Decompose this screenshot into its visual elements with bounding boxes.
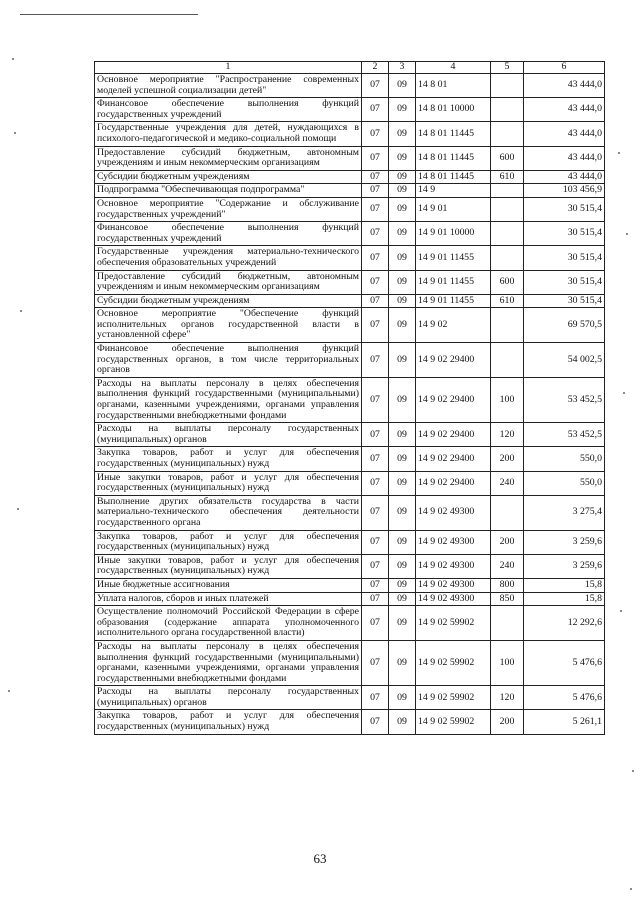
- table-row: [95, 554, 605, 578]
- table-row: [95, 122, 605, 146]
- row-subsection: 09: [389, 197, 416, 221]
- row-name: Государственные учреждения материально-технического обеспечения образовательных учреждений: [95, 246, 362, 270]
- row-target-article: 14 9 01 11455: [416, 246, 491, 270]
- row-target-article: 14 9 02 49300: [416, 592, 491, 606]
- header-section: 2: [362, 62, 389, 74]
- row-section: 07: [362, 530, 389, 554]
- table-row: [95, 170, 605, 184]
- row-amount: 30 515,4: [524, 222, 605, 246]
- row-section: 07: [362, 98, 389, 122]
- row-target-article: 14 9 02 29400: [416, 343, 491, 378]
- row-amount: 3 259,6: [524, 530, 605, 554]
- row-name: Финансовое обеспечение выполнения функций государственных учреждений: [95, 98, 362, 122]
- row-section: 07: [362, 74, 389, 98]
- row-expense-type: [491, 98, 524, 122]
- row-subsection: 09: [389, 146, 416, 170]
- row-target-article: 14 9 02 29400: [416, 423, 491, 447]
- row-target-article: 14 8 01 11445: [416, 170, 491, 184]
- row-subsection: 09: [389, 710, 416, 734]
- row-target-article: 14 9 02 59902: [416, 686, 491, 710]
- row-subsection: 09: [389, 294, 416, 308]
- row-expense-type: [491, 606, 524, 641]
- row-expense-type: [491, 74, 524, 98]
- row-target-article: 14 9 01 11455: [416, 294, 491, 308]
- row-amount: 30 515,4: [524, 246, 605, 270]
- row-target-article: 14 8 01 10000: [416, 98, 491, 122]
- table-row: [95, 308, 605, 343]
- row-expense-type: 800: [491, 578, 524, 592]
- row-amount: 5 261,1: [524, 710, 605, 734]
- row-expense-type: 240: [491, 471, 524, 495]
- row-expense-type: 100: [491, 377, 524, 422]
- table-row: [95, 98, 605, 122]
- row-expense-type: [491, 122, 524, 146]
- row-target-article: 14 8 01 11445: [416, 122, 491, 146]
- table-header-row: [95, 62, 605, 74]
- table-row: [95, 592, 605, 606]
- row-section: 07: [362, 197, 389, 221]
- row-amount: 12 292,6: [524, 606, 605, 641]
- table-row: [95, 495, 605, 530]
- row-expense-type: [491, 197, 524, 221]
- row-target-article: 14 9 01 10000: [416, 222, 491, 246]
- row-target-article: 14 9 02 49300: [416, 495, 491, 530]
- row-expense-type: [491, 184, 524, 198]
- table-row: [95, 377, 605, 422]
- row-name: Закупка товаров, работ и услуг для обеспечения государственных (муниципальных) нужд: [95, 530, 362, 554]
- scan-top-line: [20, 14, 198, 15]
- row-name: Предоставление субсидий бюджетным, автономным учреждениям и иным некоммерческим организациям: [95, 146, 362, 170]
- row-section: 07: [362, 640, 389, 685]
- table-row: [95, 710, 605, 734]
- row-expense-type: [491, 495, 524, 530]
- row-subsection: 09: [389, 308, 416, 343]
- row-subsection: 09: [389, 640, 416, 685]
- row-subsection: 09: [389, 530, 416, 554]
- table-row: [95, 447, 605, 471]
- row-expense-type: 100: [491, 640, 524, 685]
- row-subsection: 09: [389, 554, 416, 578]
- row-subsection: 09: [389, 578, 416, 592]
- table-row: [95, 197, 605, 221]
- table-row: [95, 471, 605, 495]
- row-subsection: 09: [389, 98, 416, 122]
- row-name: Подпрограмма "Обеспечивающая подпрограмма": [95, 184, 362, 198]
- row-section: 07: [362, 377, 389, 422]
- table-row: [95, 222, 605, 246]
- row-target-article: 14 8 01: [416, 74, 491, 98]
- row-expense-type: 200: [491, 710, 524, 734]
- row-amount: 30 515,4: [524, 197, 605, 221]
- row-name: Закупка товаров, работ и услуг для обеспечения государственных (муниципальных) нужд: [95, 447, 362, 471]
- row-subsection: 09: [389, 423, 416, 447]
- header-name: 1: [95, 62, 362, 74]
- row-section: 07: [362, 184, 389, 198]
- row-section: 07: [362, 308, 389, 343]
- row-target-article: 14 9 02 59902: [416, 606, 491, 641]
- row-subsection: 09: [389, 74, 416, 98]
- row-name: Государственные учреждения для детей, нуждающихся в психолого-педагогической и медико-социальной помощи: [95, 122, 362, 146]
- row-subsection: 09: [389, 170, 416, 184]
- row-amount: 53 452,5: [524, 423, 605, 447]
- row-section: 07: [362, 686, 389, 710]
- row-amount: 43 444,0: [524, 146, 605, 170]
- row-name: Предоставление субсидий бюджетным, автономным учреждениям и иным некоммерческим организациям: [95, 270, 362, 294]
- row-amount: 30 515,4: [524, 270, 605, 294]
- row-expense-type: 120: [491, 423, 524, 447]
- row-target-article: 14 9 02 49300: [416, 530, 491, 554]
- header-expense-type: 5: [491, 62, 524, 74]
- row-amount: 15,8: [524, 578, 605, 592]
- row-name: Финансовое обеспечение выполнения функций государственных органов, в том числе территориальных органов: [95, 343, 362, 378]
- row-expense-type: [491, 308, 524, 343]
- table-row: [95, 246, 605, 270]
- row-section: 07: [362, 222, 389, 246]
- row-section: 07: [362, 554, 389, 578]
- row-name: Уплата налогов, сборов и иных платежей: [95, 592, 362, 606]
- row-name: Иные закупки товаров, работ и услуг для обеспечения государственных (муниципальных) нужд: [95, 554, 362, 578]
- row-section: 07: [362, 606, 389, 641]
- table-row: [95, 530, 605, 554]
- row-subsection: 09: [389, 377, 416, 422]
- row-name: Иные закупки товаров, работ и услуг для обеспечения государственных (муниципальных) нужд: [95, 471, 362, 495]
- row-name: Расходы на выплаты персоналу государственных (муниципальных) органов: [95, 686, 362, 710]
- header-target-article: 4: [416, 62, 491, 74]
- row-name: Закупка товаров, работ и услуг для обеспечения государственных (муниципальных) нужд: [95, 710, 362, 734]
- row-section: 07: [362, 495, 389, 530]
- row-amount: 3 259,6: [524, 554, 605, 578]
- row-section: 07: [362, 343, 389, 378]
- row-subsection: 09: [389, 122, 416, 146]
- row-expense-type: 600: [491, 270, 524, 294]
- row-amount: 550,0: [524, 471, 605, 495]
- row-section: 07: [362, 423, 389, 447]
- row-section: 07: [362, 294, 389, 308]
- row-section: 07: [362, 592, 389, 606]
- row-subsection: 09: [389, 592, 416, 606]
- row-name: Субсидии бюджетным учреждениям: [95, 170, 362, 184]
- row-amount: 103 456,9: [524, 184, 605, 198]
- row-expense-type: 850: [491, 592, 524, 606]
- row-expense-type: 200: [491, 530, 524, 554]
- row-name: Иные бюджетные ассигнования: [95, 578, 362, 592]
- table-row: [95, 184, 605, 198]
- table-row: [95, 74, 605, 98]
- row-section: 07: [362, 270, 389, 294]
- row-amount: 43 444,0: [524, 98, 605, 122]
- row-subsection: 09: [389, 184, 416, 198]
- row-name: Расходы на выплаты персоналу государственных (муниципальных) органов: [95, 423, 362, 447]
- row-section: 07: [362, 122, 389, 146]
- row-name: Осуществление полномочий Российской Федерации в сфере образования (содержание аппарата уполномоченного исполнительного органа государственной власти): [95, 606, 362, 641]
- row-target-article: 14 9 02 49300: [416, 578, 491, 592]
- row-section: 07: [362, 710, 389, 734]
- row-name: Основное мероприятие "Обеспечение функций исполнительных органов государственной власти в установленной сфере": [95, 308, 362, 343]
- page-number: 63: [313, 851, 327, 866]
- row-expense-type: 200: [491, 447, 524, 471]
- row-name: Выполнение других обязательств государства в части материально-технического обеспечения деятельности государственного органа: [95, 495, 362, 530]
- row-amount: 54 002,5: [524, 343, 605, 378]
- row-target-article: 14 9 02 49300: [416, 554, 491, 578]
- row-target-article: 14 9 02 29400: [416, 447, 491, 471]
- table-row: [95, 606, 605, 641]
- header-subsection: 3: [389, 62, 416, 74]
- row-name: Расходы на выплаты персоналу в целях обеспечения выполнения функций государственными (муниципальными) органами, казенными учреждениями, органами управления государственными внебюджетными фондами: [95, 377, 362, 422]
- table-row: [95, 578, 605, 592]
- row-subsection: 09: [389, 270, 416, 294]
- row-section: 07: [362, 170, 389, 184]
- row-expense-type: 610: [491, 294, 524, 308]
- row-target-article: 14 9 01: [416, 197, 491, 221]
- row-amount: 53 452,5: [524, 377, 605, 422]
- row-target-article: 14 9 02 59902: [416, 640, 491, 685]
- row-target-article: 14 9 02: [416, 308, 491, 343]
- table-row: [95, 294, 605, 308]
- row-section: 07: [362, 246, 389, 270]
- row-subsection: 09: [389, 495, 416, 530]
- row-subsection: 09: [389, 471, 416, 495]
- row-target-article: 14 9 02 29400: [416, 377, 491, 422]
- row-section: 07: [362, 447, 389, 471]
- row-subsection: 09: [389, 606, 416, 641]
- row-name: Субсидии бюджетным учреждениям: [95, 294, 362, 308]
- row-amount: 43 444,0: [524, 74, 605, 98]
- row-amount: 550,0: [524, 447, 605, 471]
- row-expense-type: [491, 246, 524, 270]
- row-amount: 15,8: [524, 592, 605, 606]
- row-expense-type: [491, 343, 524, 378]
- table-row: [95, 146, 605, 170]
- row-expense-type: 610: [491, 170, 524, 184]
- row-amount: 5 476,6: [524, 640, 605, 685]
- row-name: Основное мероприятие "Содержание и обслуживание государственных учреждений": [95, 197, 362, 221]
- row-section: 07: [362, 471, 389, 495]
- row-expense-type: 600: [491, 146, 524, 170]
- row-subsection: 09: [389, 222, 416, 246]
- row-target-article: 14 9 01 11455: [416, 270, 491, 294]
- table-row: [95, 686, 605, 710]
- budget-table: [94, 61, 605, 735]
- row-target-article: 14 8 01 11445: [416, 146, 491, 170]
- row-subsection: 09: [389, 447, 416, 471]
- row-subsection: 09: [389, 246, 416, 270]
- row-amount: 43 444,0: [524, 170, 605, 184]
- row-target-article: 14 9 02 29400: [416, 471, 491, 495]
- row-expense-type: [491, 222, 524, 246]
- table-body: [95, 74, 605, 735]
- table-row: [95, 640, 605, 685]
- row-section: 07: [362, 146, 389, 170]
- row-subsection: 09: [389, 686, 416, 710]
- row-amount: 3 275,4: [524, 495, 605, 530]
- row-amount: 43 444,0: [524, 122, 605, 146]
- row-amount: 5 476,6: [524, 686, 605, 710]
- row-subsection: 09: [389, 343, 416, 378]
- row-name: Расходы на выплаты персоналу в целях обеспечения выполнения функций государственными (муниципальными) органами, казенными учреждениями, органами управления государственными внебюджетными фондами: [95, 640, 362, 685]
- row-name: Финансовое обеспечение выполнения функций государственных учреждений: [95, 222, 362, 246]
- row-expense-type: 120: [491, 686, 524, 710]
- row-amount: 30 515,4: [524, 294, 605, 308]
- table-row: [95, 423, 605, 447]
- row-name: Основное мероприятие "Распространение современных моделей успешной социализации детей": [95, 74, 362, 98]
- row-expense-type: 240: [491, 554, 524, 578]
- row-target-article: 14 9: [416, 184, 491, 198]
- row-target-article: 14 9 02 59902: [416, 710, 491, 734]
- header-amount: 6: [524, 62, 605, 74]
- row-section: 07: [362, 578, 389, 592]
- table-row: [95, 343, 605, 378]
- row-amount: 69 570,5: [524, 308, 605, 343]
- table-row: [95, 270, 605, 294]
